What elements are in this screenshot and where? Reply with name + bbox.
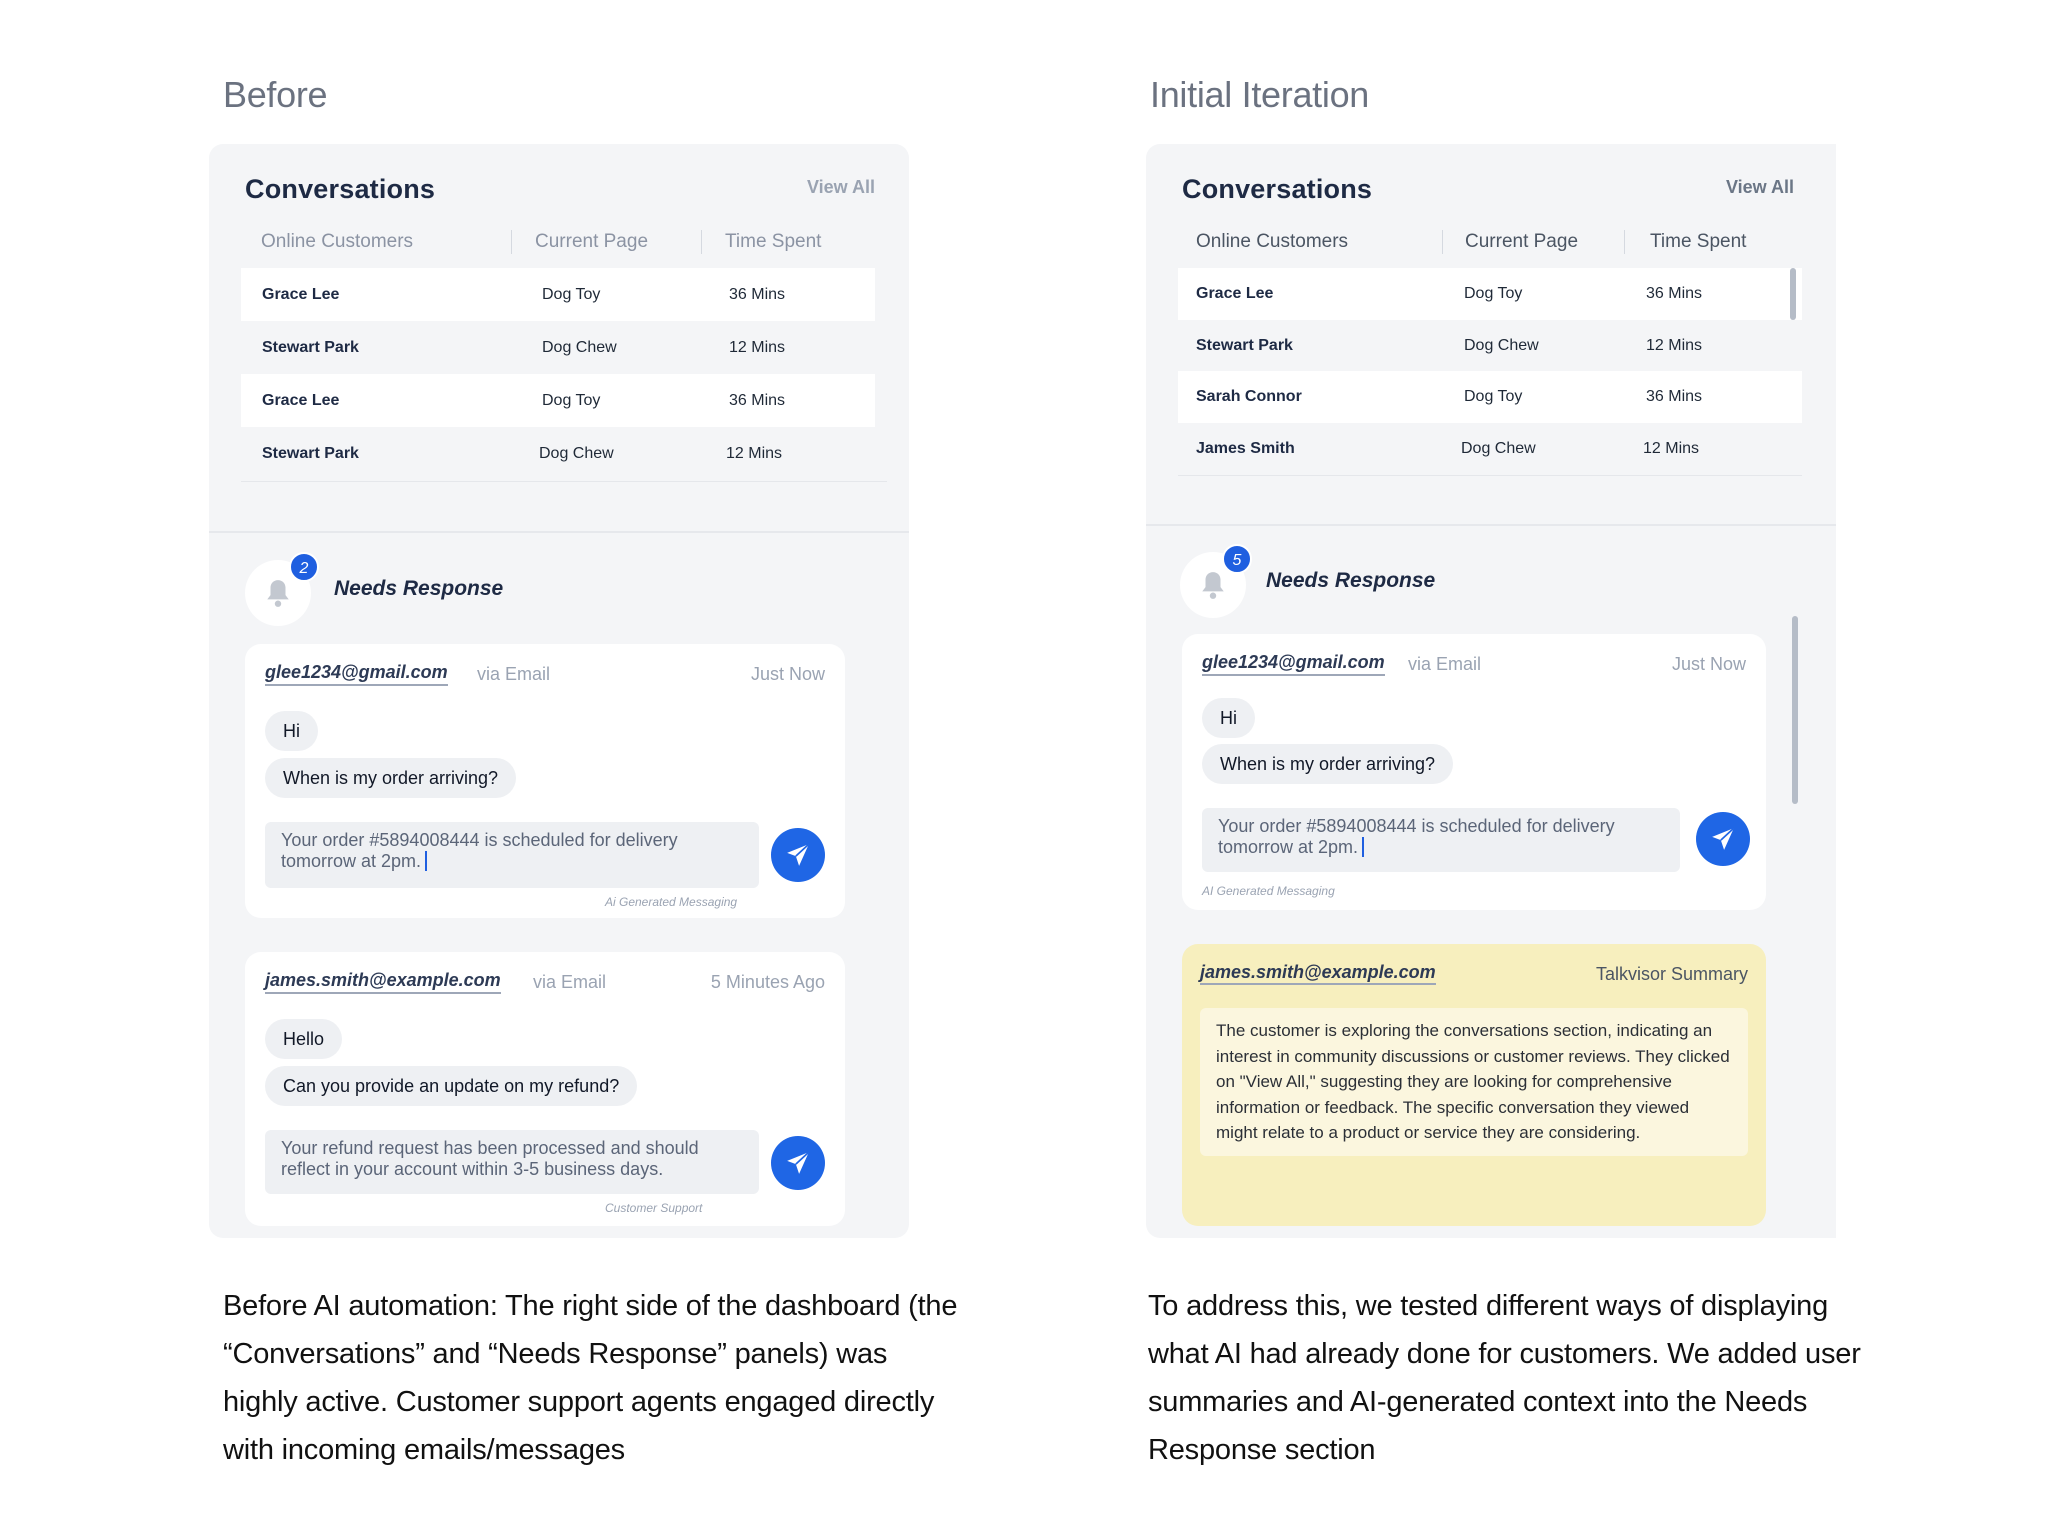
summary-label: Talkvisor Summary	[1595, 964, 1748, 984]
customer-message-bubble: Hello	[265, 1019, 342, 1059]
iteration-heading: Initial Iteration	[1150, 74, 1370, 115]
message-source-tag: Ai Generated Messaging	[605, 895, 738, 909]
customer-email[interactable]: glee1234@gmail.com	[1202, 652, 1385, 676]
table-row[interactable]	[241, 427, 875, 480]
reply-input[interactable]	[1202, 808, 1680, 872]
table-scrollbar[interactable]	[1790, 268, 1796, 320]
needs-response-title: Needs Response	[334, 577, 504, 600]
customer-email[interactable]: glee1234@gmail.com	[265, 662, 448, 686]
bell-icon	[265, 578, 291, 608]
customer-email[interactable]: james.smith@example.com	[265, 970, 501, 994]
table-row[interactable]	[1178, 423, 1802, 475]
text-cursor	[425, 851, 427, 871]
table-bottom-border	[241, 481, 887, 482]
message-source-tag: AI Generated Messaging	[1202, 884, 1335, 898]
column-header-time-spent[interactable]: Time Spent	[725, 231, 822, 252]
customer-name: Stewart Park	[262, 339, 359, 356]
time-spent: 36 Mins	[1646, 388, 1703, 405]
customer-message-bubble: Hi	[265, 711, 318, 751]
current-page: Dog Chew	[1461, 439, 1536, 457]
table-row[interactable]	[241, 321, 875, 374]
table-row[interactable]	[1178, 371, 1802, 423]
notification-count-badge: 2	[289, 552, 319, 582]
summary-card[interactable]	[1182, 944, 1766, 1226]
customer-name: Grace Lee	[262, 392, 340, 409]
customer-name: James Smith	[1196, 439, 1295, 457]
current-page: Dog Chew	[542, 339, 617, 356]
send-button[interactable]	[771, 828, 825, 882]
reply-text: Your refund request has been processed and should reflect in your account within 3-5 business days.	[281, 1138, 699, 1179]
customer-message-bubble: When is my order arriving?	[1202, 744, 1453, 784]
summary-text: The customer is exploring the conversations section, indicating an interest in community discussions or customer reviews. They clicked on "View All," suggesting they are looking for comprehensive information or feedback. The specific conversation they viewed might relate to a product or service they are considering.	[1200, 1008, 1748, 1156]
customer-email[interactable]: james.smith@example.com	[1200, 962, 1436, 985]
text-cursor	[1362, 837, 1364, 857]
time-spent: 36 Mins	[729, 286, 786, 303]
view-all-link[interactable]: View All	[806, 177, 875, 197]
conversations-title: Conversations	[245, 174, 436, 204]
send-icon	[1710, 826, 1736, 852]
channel-label: via Email	[477, 664, 551, 684]
reply-text: Your order #5894008444 is scheduled for delivery tomorrow at 2pm.	[281, 830, 678, 871]
time-spent: 12 Mins	[1643, 439, 1700, 457]
current-page: Dog Chew	[1464, 336, 1539, 354]
column-header-time-spent[interactable]: Time Spent	[1650, 231, 1747, 252]
conversations-table-body	[241, 268, 875, 480]
table-row[interactable]	[1178, 268, 1802, 320]
table-bottom-border	[1178, 475, 1802, 476]
table-row[interactable]	[241, 268, 875, 321]
conversations-table-header	[233, 226, 885, 266]
message-time: Just Now	[1671, 654, 1746, 674]
customer-message-bubble: When is my order arriving?	[265, 758, 516, 798]
before-caption: Before AI automation: The right side of the dashboard (the “Conversations” and “Needs Response” panels) was highly active. Customer support agents engaged directly with incoming emails/messages	[223, 1290, 958, 1466]
conversations-table-body	[1178, 268, 1802, 474]
channel-label: via Email	[533, 972, 607, 992]
customer-message-bubble: Can you provide an update on my refund?	[265, 1066, 637, 1106]
current-page: Dog Toy	[1464, 388, 1523, 405]
time-spent: 12 Mins	[729, 339, 786, 356]
customer-name: Stewart Park	[1196, 336, 1293, 354]
conversations-title: Conversations	[1182, 174, 1373, 204]
iteration-caption: To address this, we tested different ways of displaying what AI had already done for customers. We added user summaries and AI-generated context into the Needs Response section	[1148, 1290, 1861, 1466]
bell-icon	[1200, 570, 1226, 600]
reply-text: Your order #5894008444 is scheduled for delivery tomorrow at 2pm.	[1218, 816, 1615, 857]
message-source-tag: Customer Support	[605, 1201, 703, 1215]
customer-name: Grace Lee	[262, 286, 340, 303]
reply-input[interactable]	[265, 822, 759, 888]
send-button[interactable]	[771, 1136, 825, 1190]
section-divider	[209, 531, 909, 533]
current-page: Dog Toy	[1464, 285, 1523, 302]
table-row[interactable]	[1178, 320, 1802, 372]
message-card[interactable]	[245, 952, 845, 1226]
column-divider	[511, 230, 512, 254]
table-row[interactable]	[241, 374, 875, 427]
message-time: Just Now	[750, 664, 825, 684]
current-page: Dog Toy	[542, 392, 601, 409]
iteration-panel	[1146, 144, 1836, 1238]
column-header-current-page[interactable]: Current Page	[535, 231, 649, 252]
message-time: 5 Minutes Ago	[710, 972, 825, 992]
column-divider	[701, 230, 702, 254]
message-card[interactable]	[245, 644, 845, 918]
customer-name: Grace Lee	[1196, 285, 1274, 302]
time-spent: 12 Mins	[726, 445, 783, 462]
view-all-link[interactable]: View All	[1725, 177, 1794, 197]
column-divider	[1442, 230, 1443, 254]
column-divider	[1624, 230, 1625, 254]
send-icon	[785, 1150, 811, 1176]
current-page: Dog Toy	[542, 286, 601, 303]
time-spent: 36 Mins	[1646, 285, 1703, 302]
customer-name: Sarah Connor	[1196, 388, 1302, 405]
conversations-table-header	[1170, 226, 1812, 266]
needs-response-title: Needs Response	[1266, 569, 1436, 592]
current-page: Dog Chew	[539, 445, 614, 462]
send-button[interactable]	[1696, 812, 1750, 866]
needs-response-scrollbar[interactable]	[1792, 616, 1798, 804]
notification-count-badge: 5	[1222, 544, 1252, 574]
customer-message-bubble: Hi	[1202, 698, 1255, 738]
column-header-online-customers[interactable]: Online Customers	[1196, 231, 1349, 252]
time-spent: 12 Mins	[1646, 336, 1703, 354]
customer-name: Stewart Park	[262, 445, 359, 462]
time-spent: 36 Mins	[729, 392, 786, 409]
reply-input[interactable]	[265, 1130, 759, 1194]
before-heading: Before	[223, 74, 328, 115]
column-header-online-customers[interactable]: Online Customers	[261, 231, 414, 252]
column-header-current-page[interactable]: Current Page	[1465, 231, 1579, 252]
channel-label: via Email	[1408, 654, 1482, 674]
send-icon	[785, 842, 811, 868]
section-divider	[1146, 524, 1836, 526]
before-panel	[209, 144, 909, 1238]
message-card[interactable]	[1182, 634, 1766, 910]
